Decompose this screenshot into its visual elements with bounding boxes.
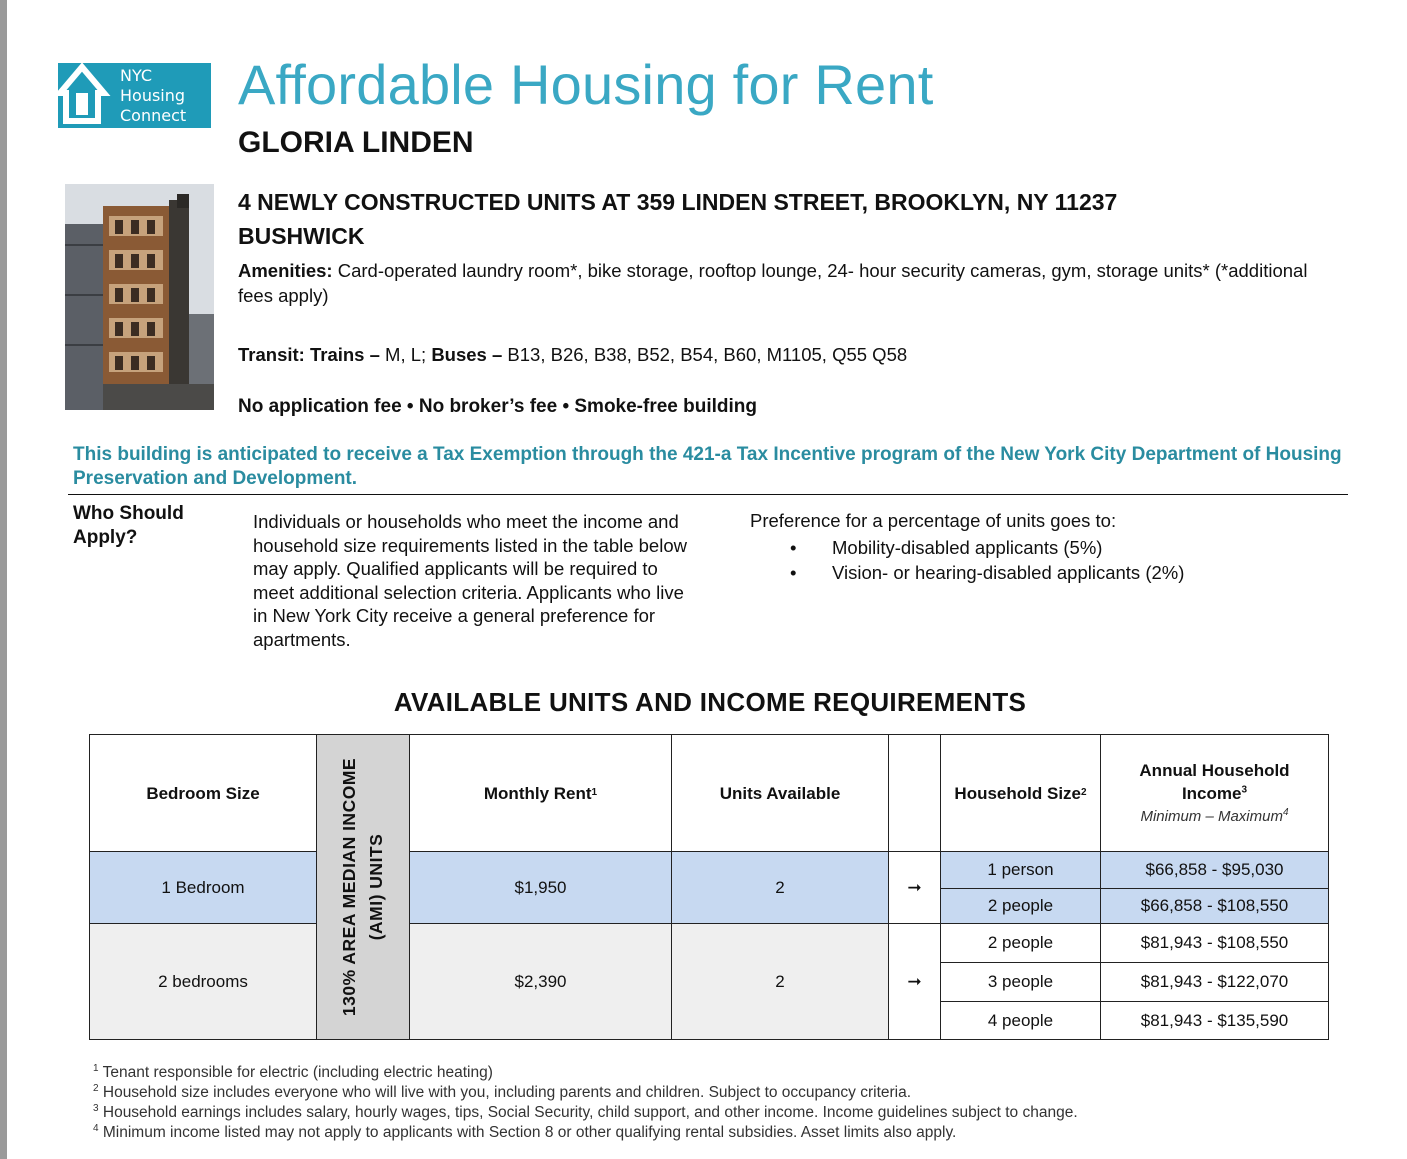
income-range-text: Minimum – Maximum	[1140, 807, 1283, 825]
footnote-text: Minimum income listed may not apply to applicants with Section 8 or other qualifying rental subsidies. Asset limits also apply.	[102, 1124, 957, 1141]
tax-exemption-note: This building is anticipated to receive a Tax Exemption through the 421-a Tax Incentive program of the New York City Department of Housing Preservation and Development.	[73, 444, 1342, 489]
units-table	[89, 734, 1329, 1040]
footnote-text: Tenant responsible for electric (including electric heating)	[102, 1064, 493, 1081]
table-cell-bedroom: 2 bedrooms	[89, 923, 317, 1040]
units-section-heading	[0, 687, 1407, 718]
footnotes	[93, 1063, 1078, 1143]
table-cell-income: $81,943 - $122,070	[1100, 962, 1329, 1002]
fees-line: No application fee • No broker’s fee • Smoke-free building	[238, 396, 758, 417]
footnote	[93, 1103, 1078, 1123]
preference-intro: Preference for a percentage of units goes to:	[750, 510, 1117, 531]
column-header-units-available: Units Available	[671, 734, 889, 852]
bullet-icon: •	[790, 537, 797, 558]
ami-label-line: 130% AREA MEDIAN INCOME	[339, 757, 360, 1017]
footnote-text: Household earnings includes salary, hourly wages, tips, Social Security, child support, and other income. Income guidelines subject to change.	[102, 1104, 1078, 1121]
income-label-line: Annual Household	[1139, 760, 1290, 780]
building-name: GLORIA LINDEN	[238, 126, 474, 159]
heading-line: Apply?	[73, 527, 138, 548]
arrow-icon: ➞	[888, 923, 941, 1040]
divider	[68, 494, 1348, 495]
table-cell-income: $81,943 - $135,590	[1100, 1001, 1329, 1040]
ami-column	[316, 734, 410, 1040]
ami-label	[336, 758, 390, 1016]
preference-text: Vision- or hearing-disabled applicants (2%)	[832, 562, 1185, 583]
column-header-arrow	[888, 734, 941, 852]
table-cell-household-size: 2 people	[940, 888, 1101, 924]
income-range-label	[1140, 805, 1288, 828]
amenities	[238, 258, 1338, 308]
table-cell-household-size: 1 person	[940, 851, 1101, 889]
table-cell-bedroom: 1 Bedroom	[89, 851, 317, 924]
footnote-number: 4	[93, 1122, 99, 1134]
nyc-housing-connect-logo	[58, 63, 211, 128]
income-label: Income	[1181, 783, 1242, 803]
address-line: 4 NEWLY CONSTRUCTED UNITS AT 359 LINDEN STREET, BROOKLYN, NY 11237	[238, 189, 1118, 215]
monthly-rent-label: Monthly Rent	[483, 783, 592, 803]
listing-address	[238, 185, 1117, 253]
footnote-text: Household size includes everyone who will live with you, including parents and children. Subject to occupancy criteria.	[102, 1084, 912, 1101]
table-cell-income: $81,943 - $108,550	[1100, 923, 1329, 963]
list-item	[750, 535, 1184, 560]
page-edge	[0, 0, 7, 1159]
who-should-apply-heading	[73, 502, 184, 550]
footnote	[93, 1063, 1078, 1083]
trains-list: M, L;	[385, 344, 427, 365]
table-cell-units: 2	[671, 851, 889, 924]
transit-label: Transit:	[238, 344, 305, 365]
footnote	[93, 1083, 1078, 1103]
arrow-icon: ➞	[888, 851, 941, 924]
house-icon	[58, 63, 120, 128]
table-cell-rent: $1,950	[409, 851, 672, 924]
footnote-number: 1	[93, 1062, 99, 1074]
logo-line: Connect	[120, 106, 187, 125]
table-cell-household-size: 3 people	[940, 962, 1101, 1002]
buses-list: B13, B26, B38, B52, B54, B60, M1105, Q55 Q58	[507, 344, 908, 365]
preference-list	[750, 535, 1184, 585]
amenities-text: Card-operated laundry room*, bike storage, rooftop lounge, 24- hour security cameras, gym, storage units* (*additional fees apply)	[238, 260, 1308, 306]
neighborhood: BUSHWICK	[238, 223, 365, 249]
table-cell-income: $66,858 - $108,550	[1100, 888, 1329, 924]
building-photo	[65, 184, 214, 410]
column-header-monthly-rent: Monthly Rent 1	[409, 734, 672, 852]
column-header-bedroom-size: Bedroom Size	[89, 734, 317, 852]
table-cell-rent: $2,390	[409, 923, 672, 1040]
logo-text	[120, 66, 186, 126]
page-title: Affordable Housing for Rent	[238, 53, 934, 116]
transit	[238, 342, 907, 367]
footnote-number: 3	[93, 1102, 99, 1114]
footnote-ref: 3	[1241, 783, 1248, 795]
column-header-household-size: Household Size 2	[940, 734, 1101, 852]
footnote	[93, 1123, 1078, 1143]
footnote-ref: 4	[1282, 806, 1289, 818]
eligibility-text: Individuals or households who meet the income and household size requirements listed in the table below may apply. Qualified applicants will be required to meet additional selection criteria. Applicants who live in New York City receive a general preference for apartments.	[253, 511, 687, 650]
bullet-icon: •	[790, 562, 797, 583]
buses-label: Buses –	[431, 344, 503, 365]
amenities-label: Amenities:	[238, 260, 333, 281]
heading-line: Who Should	[73, 503, 184, 524]
preference-text: Mobility-disabled applicants (5%)	[832, 537, 1103, 558]
list-item	[750, 560, 1184, 585]
household-size-label: Household Size	[954, 783, 1081, 803]
footnote-number: 2	[93, 1082, 99, 1094]
units-heading-text: AVAILABLE UNITS AND INCOME REQUIREMENTS	[393, 687, 1027, 717]
table-cell-income: $66,858 - $95,030	[1100, 851, 1329, 889]
table-cell-units: 2	[671, 923, 889, 1040]
table-cell-household-size: 2 people	[940, 923, 1101, 963]
income-label-line	[1182, 782, 1247, 805]
trains-label: Trains –	[309, 344, 380, 365]
column-header-annual-income	[1100, 734, 1329, 852]
logo-line: NYC	[120, 66, 153, 85]
table-cell-household-size: 4 people	[940, 1001, 1101, 1040]
ami-label-line: (AMI) UNITS	[366, 833, 387, 941]
logo-line: Housing	[120, 86, 186, 105]
